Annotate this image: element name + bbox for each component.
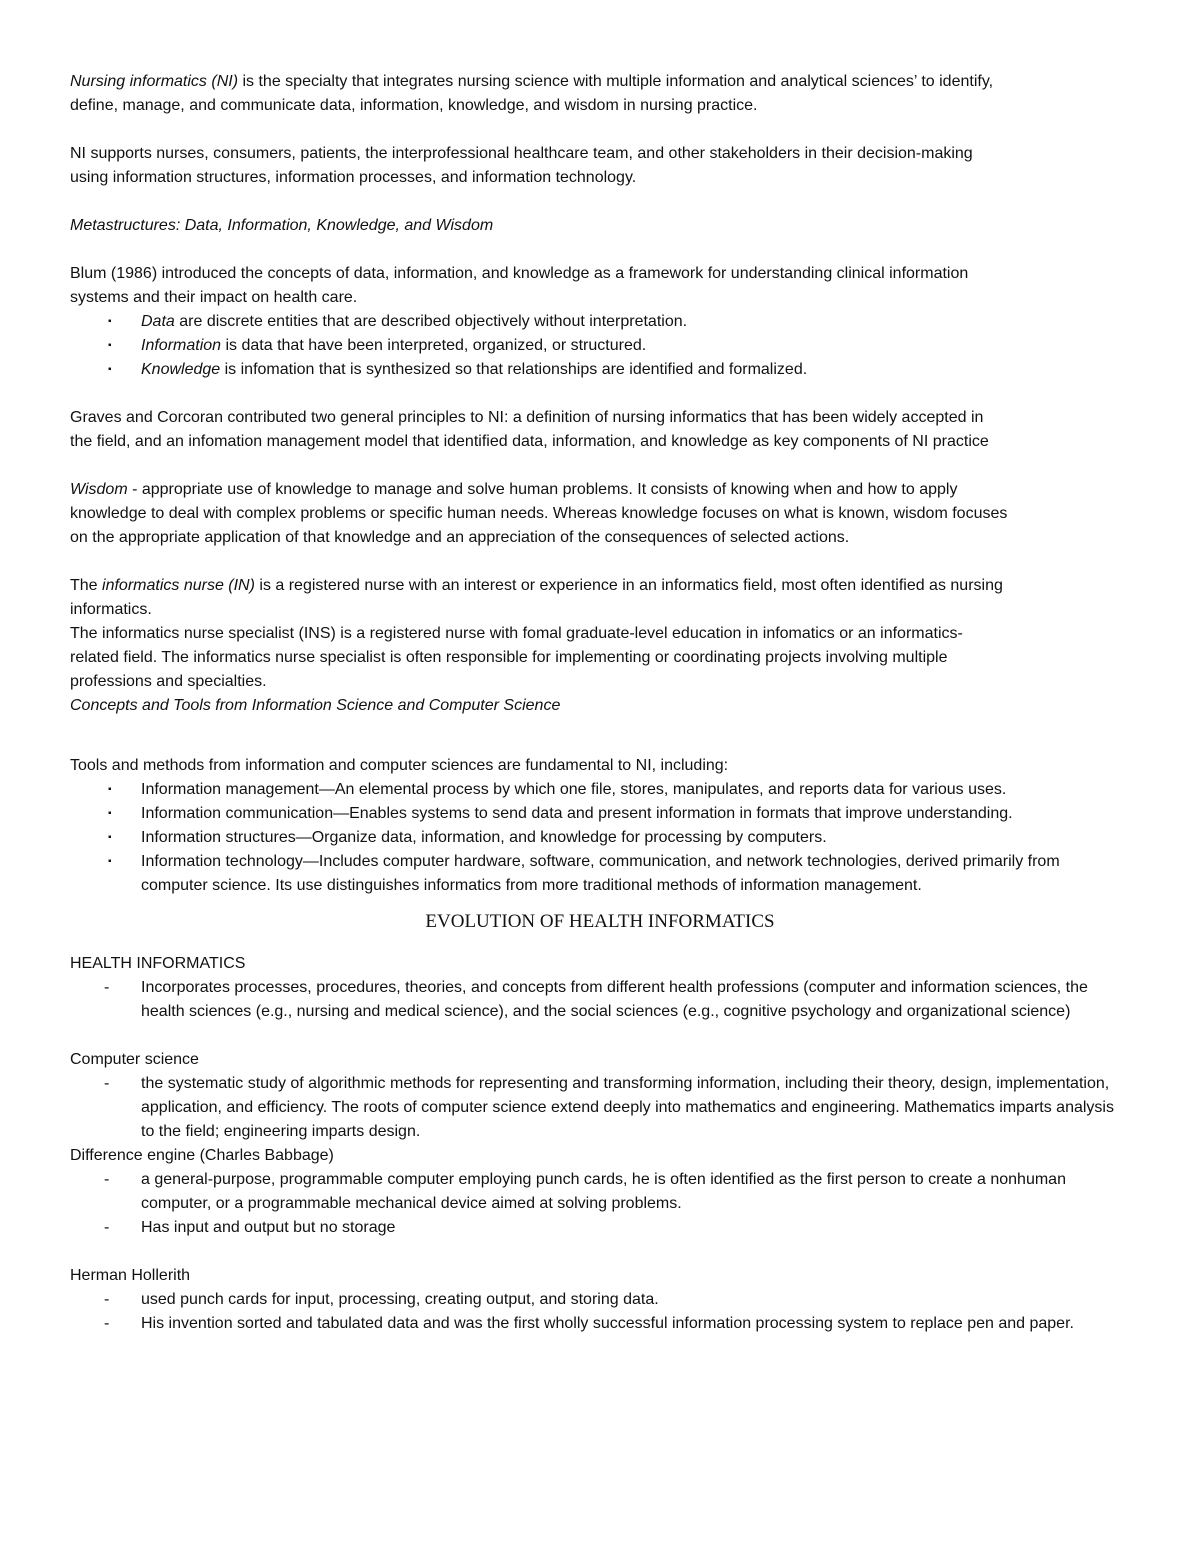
- term-information: Information: [141, 337, 222, 354]
- tools-item-text: Information structures—Organize data, information, and knowledge for processing by computers.: [141, 829, 827, 846]
- dash-bullet: -: [104, 1291, 110, 1308]
- square-bullet-icon: ▪: [108, 340, 112, 351]
- hollerith-item: [70, 1312, 1130, 1336]
- in-line-2: informatics.: [70, 601, 152, 618]
- ins-line-2: related field. The informatics nurse specialist is often responsible for implementing or coordinating projects involving multiple: [70, 649, 948, 666]
- concepts-heading: Concepts and Tools from Information Science and Computer Science: [70, 697, 561, 714]
- computer-science-heading: Computer science: [70, 1051, 199, 1068]
- ni-term: Nursing informatics (NI): [70, 73, 239, 90]
- item-text: is infomation that is synthesized so that relationships are identified and formalized.: [220, 361, 808, 378]
- wisdom-line-1: [70, 478, 1130, 502]
- wisdom-line-3: on the appropriate application of that knowledge and an appreciation of the consequences of selected actions.: [70, 529, 850, 546]
- health-informatics-item: [70, 976, 1130, 1024]
- wisdom-text: - appropriate use of knowledge to manage and solve human problems. It consists of knowing when and how to apply: [127, 481, 958, 498]
- wisdom-line-2: knowledge to deal with complex problems or specific human needs. Whereas knowledge focuses on what is known, wisdom focuses: [70, 505, 1008, 522]
- blum-item-data: [70, 310, 1130, 334]
- square-bullet-icon: ▪: [108, 784, 112, 795]
- dash-bullet: -: [104, 979, 110, 996]
- difference-engine-text: Has input and output but no storage: [141, 1219, 396, 1236]
- computer-science-item: [70, 1072, 1130, 1144]
- tools-item-text: Information technology—Includes computer hardware, software, communication, and network technologies, derived primarily from computer science. Its use distinguishes informatics from more traditional methods of information management.: [141, 853, 1060, 894]
- term-data: Data: [141, 313, 175, 330]
- blum-item-information: [70, 334, 1130, 358]
- difference-engine-item: [70, 1216, 1130, 1240]
- graves-line-2: the field, and an infomation management model that identified data, information, and knowledge as key components of NI practice: [70, 433, 989, 450]
- tools-item: [70, 778, 1130, 802]
- ni-definition-text: is the specialty that integrates nursing science with multiple information and analytical sciences’ to identify,: [238, 73, 994, 90]
- square-bullet-icon: ▪: [108, 832, 112, 843]
- ins-line-1: The informatics nurse specialist (INS) is a registered nurse with fomal graduate-level education in infomatics or an informatics-: [70, 625, 963, 642]
- ni-supports-line-2: using information structures, information processes, and information technology.: [70, 169, 637, 186]
- difference-engine-heading: Difference engine (Charles Babbage): [70, 1147, 334, 1164]
- hollerith-text: used punch cards for input, processing, creating output, and storing data.: [141, 1291, 659, 1308]
- computer-science-text: the systematic study of algorithmic methods for representing and transforming information, including their theory, design, implementation, application, and efficiency. The roots of computer science extend deeply into mathematics and engineering. Mathematics imparts analysis to the field; engineering imparts design.: [141, 1075, 1114, 1140]
- in-text: is a registered nurse with an interest or experience in an informatics field, most often identified as nursing: [254, 577, 1003, 594]
- hollerith-item: [70, 1288, 1130, 1312]
- term-knowledge: Knowledge: [141, 361, 221, 378]
- difference-engine-item: [70, 1168, 1130, 1216]
- ins-line-3: professions and specialties.: [70, 673, 267, 690]
- hollerith-text: His invention sorted and tabulated data and was the first wholly successful information processing system to replace pen and paper.: [141, 1315, 1074, 1332]
- in-prefix: The: [70, 577, 103, 594]
- item-text: are discrete entities that are described objectively without interpretation.: [174, 313, 688, 330]
- tools-item: [70, 826, 1130, 850]
- wisdom-term: Wisdom: [70, 481, 128, 498]
- ni-supports-line-1: NI supports nurses, consumers, patients, the interprofessional healthcare team, and other stakeholders in their decision-making: [70, 145, 973, 162]
- dash-bullet: -: [104, 1315, 110, 1332]
- health-informatics-text: Incorporates processes, procedures, theories, and concepts from different health professions (computer and information sciences, the health sciences (e.g., nursing and medical science), and the social sciences (e.g., cognitive psychology and organizational science): [141, 979, 1088, 1020]
- tools-intro: Tools and methods from information and computer sciences are fundamental to NI, including:: [70, 757, 729, 774]
- square-bullet-icon: ▪: [108, 856, 112, 867]
- evolution-title: EVOLUTION OF HEALTH INFORMATICS: [425, 911, 775, 932]
- square-bullet-icon: ▪: [108, 364, 112, 375]
- item-text: is data that have been interpreted, organized, or structured.: [221, 337, 647, 354]
- difference-engine-text: a general-purpose, programmable computer employing punch cards, he is often identified as the first person to create a nonhuman computer, or a programmable mechanical device aimed at solving problems.: [141, 1171, 1066, 1212]
- blum-item-knowledge: [70, 358, 1130, 382]
- document-page: [70, 70, 1130, 1336]
- graves-line-1: Graves and Corcoran contributed two general principles to NI: a definition of nursing informatics that has been widely accepted in: [70, 409, 984, 426]
- in-term: informatics nurse (IN): [102, 577, 255, 594]
- dash-bullet: -: [104, 1219, 110, 1236]
- square-bullet-icon: ▪: [108, 808, 112, 819]
- health-informatics-heading: HEALTH INFORMATICS: [70, 955, 246, 972]
- tools-item: [70, 850, 1130, 898]
- ni-definition-line-2: define, manage, and communicate data, information, knowledge, and wisdom in nursing practice.: [70, 97, 758, 114]
- blum-line-1: Blum (1986) introduced the concepts of data, information, and knowledge as a framework for understanding clinical information: [70, 265, 969, 282]
- hollerith-heading: Herman Hollerith: [70, 1267, 191, 1284]
- blum-line-2: systems and their impact on health care.: [70, 289, 358, 306]
- dash-bullet: -: [104, 1171, 110, 1188]
- metastructures-heading: Metastructures: Data, Information, Knowledge, and Wisdom: [70, 217, 494, 234]
- in-line-1: [70, 574, 1130, 598]
- dash-bullet: -: [104, 1075, 110, 1092]
- square-bullet-icon: ▪: [108, 316, 112, 327]
- ni-definition-line-1: [70, 70, 1130, 94]
- tools-item: [70, 802, 1130, 826]
- tools-item-text: Information management—An elemental process by which one file, stores, manipulates, and reports data for various uses.: [141, 781, 1007, 798]
- tools-item-text: Information communication—Enables systems to send data and present information in formats that improve understanding.: [141, 805, 1013, 822]
